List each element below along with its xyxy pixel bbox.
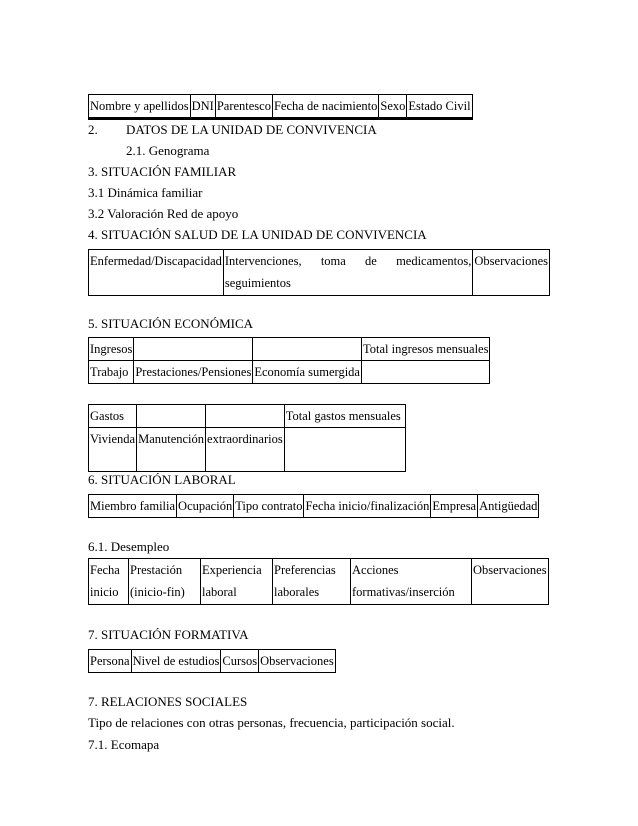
col-cursos: Cursos bbox=[221, 650, 259, 673]
col-acciones: Acciones formativas/inserción bbox=[351, 559, 472, 605]
relaciones-sociales-text: Tipo de relaciones con otras personas, frecuencia, participación social. bbox=[88, 715, 455, 730]
desempleo-table bbox=[88, 558, 549, 605]
dinamica-familiar: 3.1 Dinámica familiar bbox=[88, 185, 203, 200]
col-persona: Persona bbox=[89, 650, 132, 673]
red-apoyo: 3.2 Valoración Red de apoyo bbox=[88, 206, 239, 221]
col-enfermedad: Enfermedad/Discapacidad bbox=[89, 250, 224, 296]
section-2-title: DATOS DE LA UNIDAD DE CONVIVENCIA bbox=[126, 122, 377, 137]
formativa-table bbox=[88, 649, 336, 673]
ecomapa-heading: 7.1. Ecomapa bbox=[88, 737, 160, 752]
col-sexo: Sexo bbox=[379, 95, 407, 119]
section-2-number: 2. bbox=[88, 122, 98, 137]
gastos-table bbox=[88, 404, 406, 472]
word-de: de bbox=[365, 254, 377, 268]
col-nombre: Nombre y apellidos bbox=[89, 95, 191, 119]
col-experiencia: Experiencia laboral bbox=[201, 559, 273, 605]
section-7-title: 7. SITUACIÓN FORMATIVA bbox=[88, 627, 249, 642]
gastos-empty-1 bbox=[137, 405, 206, 428]
col-empresa: Empresa bbox=[431, 495, 478, 518]
col-observaciones-formativa: Observaciones bbox=[259, 650, 336, 673]
word-intervenciones: Intervenciones, bbox=[224, 254, 302, 268]
personal-data-table bbox=[88, 94, 473, 120]
total-gastos-label: Total gastos mensuales bbox=[284, 405, 405, 428]
col-observaciones-desempleo: Observaciones bbox=[472, 559, 549, 605]
col-prestacion: Prestación (inicio-fin) bbox=[129, 559, 201, 605]
ingresos-empty-2 bbox=[253, 338, 362, 361]
col-antiguedad: Antigüedad bbox=[478, 495, 539, 518]
health-table bbox=[88, 249, 550, 296]
total-ingresos-value bbox=[361, 361, 490, 384]
section-4-title: 4. SITUACIÓN SALUD DE LA UNIDAD DE CONVIVENCIA bbox=[88, 227, 427, 242]
relaciones-sociales-title: 7. RELACIONES SOCIALES bbox=[88, 694, 248, 709]
word-medicamentos: medicamentos, bbox=[396, 254, 472, 268]
col-fecha-inicio: Fecha inicio bbox=[89, 559, 129, 605]
col-nivel-estudios: Nivel de estudios bbox=[131, 650, 221, 673]
desempleo-heading: 6.1. Desempleo bbox=[88, 539, 170, 554]
col-observaciones: Observaciones bbox=[473, 250, 550, 296]
col-estado-civil: Estado Civil bbox=[407, 95, 472, 119]
section-6-title: 6. SITUACIÓN LABORAL bbox=[88, 472, 236, 487]
gastos-label: Gastos bbox=[89, 405, 137, 428]
word-seguimientos: seguimientos bbox=[224, 276, 291, 290]
col-dni: DNI bbox=[190, 95, 215, 119]
col-preferencias: Preferencias laborales bbox=[273, 559, 351, 605]
gastos-empty-2 bbox=[206, 405, 285, 428]
col-intervenciones bbox=[223, 250, 473, 296]
trabajo-cell: Trabajo bbox=[89, 361, 134, 384]
section-3-title: 3. SITUACIÓN FAMILIAR bbox=[88, 164, 237, 179]
section-5-title: 5. SITUACIÓN ECONÓMICA bbox=[88, 316, 254, 331]
vivienda-cell: Vivienda bbox=[89, 428, 137, 472]
col-tipo-contrato: Tipo contrato bbox=[234, 495, 304, 518]
laboral-table bbox=[88, 494, 539, 518]
extraordinarios-cell: extraordinarios bbox=[206, 428, 285, 472]
col-fecha-inicio-fin: Fecha inicio/finalización bbox=[304, 495, 431, 518]
col-parentesco: Parentesco bbox=[215, 95, 272, 119]
ingresos-empty-1 bbox=[134, 338, 253, 361]
genograma-heading: 2.1. Genograma bbox=[126, 143, 210, 158]
total-gastos-value bbox=[284, 428, 405, 472]
total-ingresos-label: Total ingresos mensuales bbox=[361, 338, 490, 361]
col-miembro: Miembro familia bbox=[89, 495, 177, 518]
col-fecha-nacimiento: Fecha de nacimiento bbox=[272, 95, 378, 119]
prestaciones-cell: Prestaciones/Pensiones bbox=[134, 361, 253, 384]
ingresos-table bbox=[88, 337, 490, 384]
ingresos-label: Ingresos bbox=[89, 338, 134, 361]
economia-sumergida-cell: Economía sumergida bbox=[253, 361, 362, 384]
col-ocupacion: Ocupación bbox=[177, 495, 234, 518]
manutencion-cell: Manutención bbox=[137, 428, 206, 472]
word-toma: toma bbox=[320, 254, 346, 268]
